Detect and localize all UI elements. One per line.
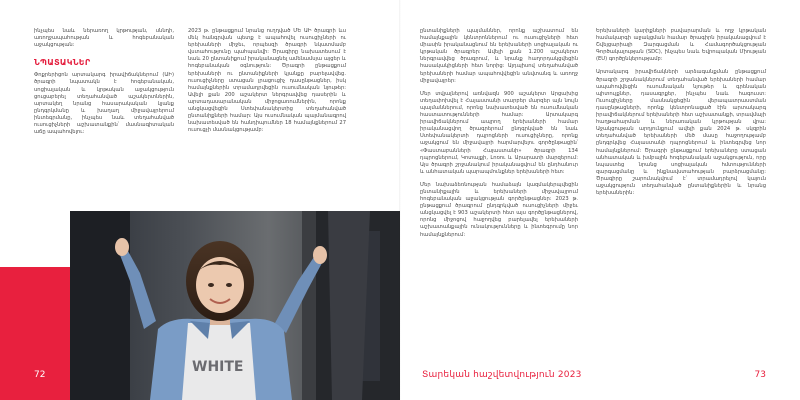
right-page: [400, 0, 800, 400]
community-paragraph: ընտանիքների պայմաններ, որոնք աշխատում են համայնքային կենտրոններում ու ուսուցիչների հետ միասին իրականացնում են երեխաների սոցիալական ու կրթական ծրագրեր: Ավելի քան 1.200 աշակերտ ներգրավվեց ծրագրում, և նրանք հաղորդակցվեցին հասակակիցների հետ նորից: Այդպիսով տեղահանված երեխաների համար ապահովվեցին անվտանգ և առողջ միջավայրեր:: [420, 28, 578, 84]
program-paragraph: 2023 թ. ընթացքում նրանց ուղղված ՄԵ ԱԻ ծրագրի ևս մեկ հանգրվան պետք է ապահովել ուսուցիչների ու երեխաների միջեւ, որպեսզի ծրագրի նկատմամբ վստահությունը պահպանվի: Ծրագիրը նախատեսում է նաև 20 ընտանիքում իրականացնել ամենամսյա այցեր և հոգեբանական օգնություն: Ծրագրի ընթացքում երեխաների ու ընտանիքների կյանքը բարելավվեց. ուսուցիչները ստացան լրացուցիչ դասընթացներ, իսկ համայնքներին տրամադրվեցին ուսումնական նյութեր: Ավելի քան 200 աշակերտ ներգրավվեց դասերին և արտադասարանական միջոցառումներին, որոնք անցկացվեցին Ստեփանակերտից տեղահանված ընտանիքների համար: Այս ուսումնական պայմանագրով նախատեսված են հանդիպումներ 18 համայնքներում 27 ուսուցչի մասնակցությամբ:: [188, 28, 346, 134]
right-column-2: [596, 28, 766, 203]
page-number-right: 73: [754, 370, 766, 380]
section-heading: ՆՊԱՏԱԿՆԵՐ: [34, 58, 91, 68]
partners-paragraph: Երեխաների կարիքների բավարարման և ողջ կրթական համակարգի աջակցման համար ծրագիրն իրականացվում է Շվեյցարիայի Զարգացման և Համագործակցության Գործակալության (SDC), ինչպես նաև Եվրոպական Միության (EU) գործընկերությամբ:: [596, 28, 766, 63]
girl-photo: [70, 211, 400, 400]
results-paragraph: Արտակարգ իրավիճակների արձագանքման ընթացքում ծրագրի շրջանակներում տեղահանված երեխաների համար ապահովվեցին ուսումնական նյութեր և գրենական պիտույքներ, դասագրքեր, ինչպես նաև հագուստ: Ուսուցիչները մասնակցեցին վերապատրաստման դասընթացների, որոնք կենտրոնացած էին արտակարգ իրավիճակներում երեխաների հետ աշխատանքի, տրավմայի հաղթահարման և ներառական կրթության վրա: Աջակցության արդյունքում ավելի քան 2024 թ. սկզբին տեղահանված երեխաների մեծ մասը հաջողությամբ ընդգրկվեց Հայաստանի դպրոցներում և ինտեգրվեց նոր համայնքներում: Ծրագրի ընթացքում երեխաները ստացան անհատական և խմբային հոգեբանական աջակցություն, որը նպաստեց նրանց սոցիալական հմտությունների զարգացմանը և ինքնավստահության բարձրացմանը: Ծրագիրը շարունակվում է՝ տրամադրելով կայուն աջակցություն տեղահանված ընտանիքներին և նրանց երեխաներին:: [596, 69, 766, 197]
goals-paragraph: Փոքրերիցոն արտակարգ իրավիճակներում (ԱԻ) ծրագրի նպատակն է հոգեբանական, սոցիալական և կրթական աջակցություն ցուցաբերել տեղահանված աշակերտներին, արտակեղ նրանց հասարակական կյանք ընդգրկմանը և խաղաղ միջավայրերում ինտեգրմանը, ինչպես նաև տեղահանված ուսուցիչների աշխատանքին՝ մասնագիտական աճը ապահովելու:: [34, 72, 174, 136]
left-column-2: [188, 28, 346, 140]
support-paragraph: Մեր նախաձեռնության համաձայն կազմակերպվեցին ընտանիքային և երեխաների միջավայրում հոգեբանական աջակցության գործընթացներ: 2023 թ. ընթացքում ծրագրում ընդգրկված ուսուցիչների միջեւ անցկացվել է 903 աշակերտի հետ այս գործընթացներով, որոնց միջոցով հաջողվեց բարելավել երեխաների աշխատանքային ունակությունները և ինտեգրումը նոր համայնքներում:: [420, 181, 578, 238]
report-title: Տարեկան հաշվետվություն 2023: [422, 370, 582, 380]
right-column-1: [420, 28, 578, 245]
relocation-paragraph: Մեր տվյալներով առնվազն 900 աշակերտ Արցախից տեղափոխվել է Հայաստանի տարբեր մարզեր այն նույն պայմաններում, որոնց նախատեսված են ուսումնական հաստատությունների համար: Արտակարգ իրավիճակներում ապրող երեխաների համար իրականացվող ծրագրերում ընդգրկված են նաև Ստեփանակերտի դպրոցների ուսուցիչները, որոնք աջակցում են միջավայրի հարմարվելու գործընթացին՝ «Փաստաբանների Հայաստանի» ծրագրի 134 դպրոցներում, Կոտայքի, Լոռու և Արարատի մարզերում: Այս ծրագրի շրջանակում իրականացվում են ընդհանուր և անհատական պարապմունքներ երեխաների հետ:: [420, 90, 578, 175]
page-number-left: 72: [34, 370, 46, 380]
red-accent-block: [0, 267, 70, 400]
svg-text:WHITE: WHITE: [192, 359, 244, 375]
intro-paragraph: ինչպես նաև ներառող կրթության, սննդի, առողջապահության և հոգեբանական աջակցության:: [34, 28, 174, 49]
left-column-1: [34, 28, 174, 142]
